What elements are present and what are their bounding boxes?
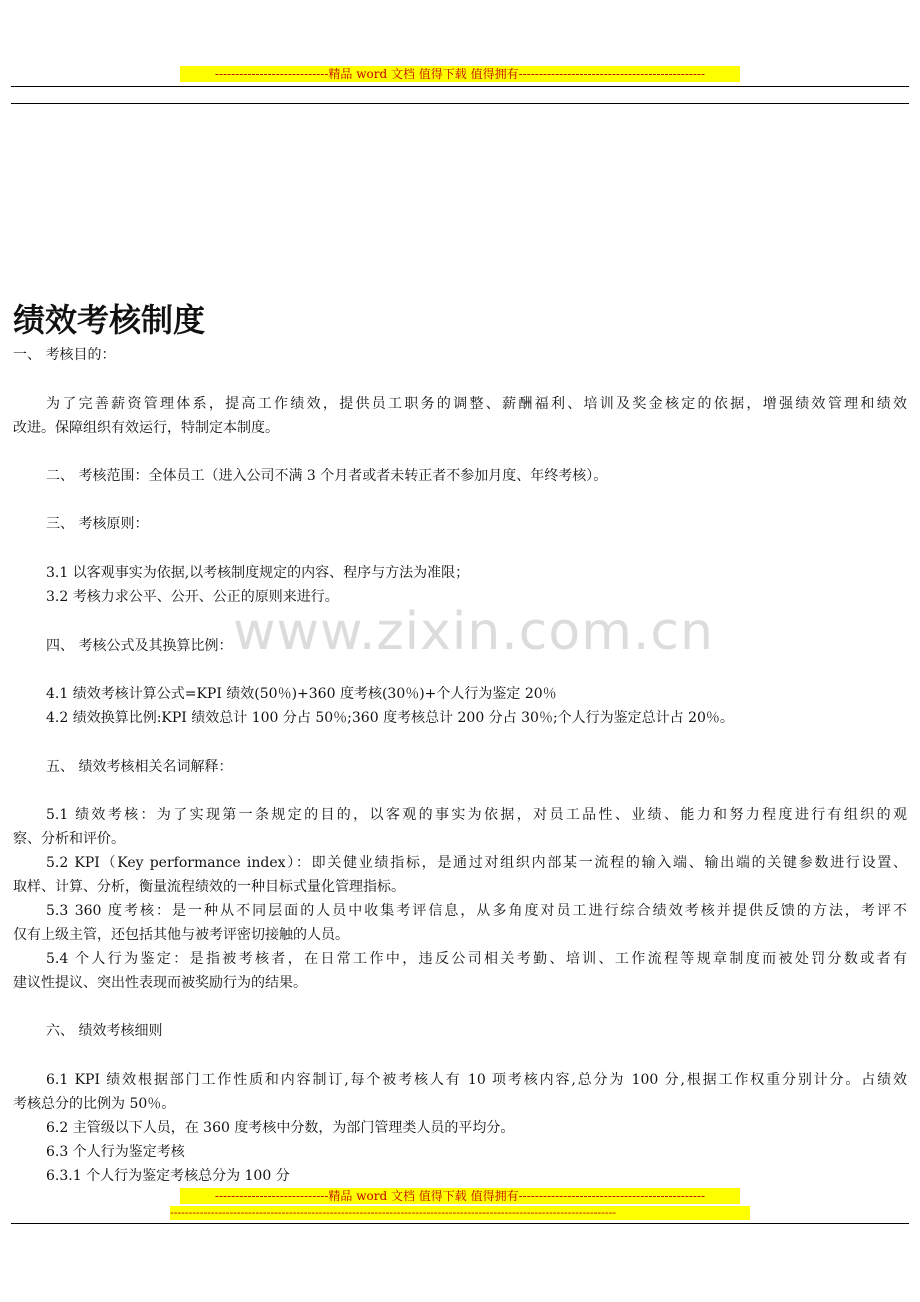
item-5-4-line-1: 5.4 个人行为鉴定：是指被考核者，在日常工作中，违反公司相关考勤、培训、工作流程等规章制度而被处罚分数或者有 xyxy=(46,951,907,967)
section-4-heading: 四、 考核公式及其换算比例： xyxy=(46,638,233,654)
item-5-1-line-2: 察、分析和评价。 xyxy=(13,831,125,847)
item-3-1: 3.1 以客观事实为依据,以考核制度规定的内容、程序与方法为准限； xyxy=(46,565,470,581)
section-6-heading: 六、 绩效考核细则 xyxy=(46,1023,163,1039)
section-1-heading: 一、 考核目的： xyxy=(13,347,116,363)
item-6-3-1: 6.3.1 个人行为鉴定考核总分为 100 分 xyxy=(46,1168,290,1184)
document-title: 绩效考核制度 xyxy=(13,301,206,339)
footer-banner: ----------------------------精品 word 文档 值得下载 值得拥有---------------------------------------------- xyxy=(180,1188,740,1204)
section-1-paragraph-line-1: 为了完善薪资管理体系，提高工作绩效，提供员工职务的调整、薪酬福利、培训及奖金核定的依据，增强绩效管理和绩效 xyxy=(46,396,907,412)
item-5-3-line-1: 5.3 360 度考核：是一种从不同层面的人员中收集考评信息，从多角度对员工进行综合绩效考核并提供反馈的方法，考评不 xyxy=(46,903,907,919)
item-5-1-line-1: 5.1 绩效考核：为了实现第一条规定的目的，以客观的事实为依据，对员工品性、业绩、能力和努力程度进行有组织的观 xyxy=(46,807,907,823)
section-1-paragraph-line-2: 改进。保障组织有效运行，特制定本制度。 xyxy=(13,420,279,436)
item-6-1-line-2: 考核总分的比例为 50％。 xyxy=(13,1096,176,1112)
item-4-2: 4.2 绩效换算比例:KPI 绩效总计 100 分占 50％;360 度考核总计 200 分占 30％;个人行为鉴定总计占 20％。 xyxy=(46,710,734,726)
item-5-2-line-2: 取样、计算、分析，衡量流程绩效的一种目标式量化管理指标。 xyxy=(13,879,405,895)
item-5-4-line-2: 建议性提议、突出性表现而被奖励行为的结果。 xyxy=(13,975,307,991)
item-6-3: 6.3 个人行为鉴定考核 xyxy=(46,1144,185,1160)
item-4-1: 4.1 绩效考核计算公式=KPI 绩效(50％)+360 度考核(30％)+个人行为鉴定 20％ xyxy=(46,686,557,702)
footer-rule xyxy=(11,1223,909,1224)
section-2-heading: 二、 考核范围：全体员工（进入公司不满 3 个月者或者未转正者不参加月度、年终考核）。 xyxy=(46,468,608,484)
header-rule-bottom xyxy=(11,103,909,104)
header-rule-top xyxy=(11,86,909,87)
item-3-2: 3.2 考核力求公平、公开、公正的原则来进行。 xyxy=(46,589,339,605)
section-5-heading: 五、 绩效考核相关名词解释： xyxy=(46,759,233,775)
header-banner: ----------------------------精品 word 文档 值得下载 值得拥有---------------------------------------------- xyxy=(180,66,740,82)
footer-banner-dashes: ------------------------------------------------------------------------------------------------------------------------ xyxy=(170,1206,750,1220)
item-5-2-line-1: 5.2 KPI（Key performance index）：即关健业绩指标，是通过对组织内部某一流程的输入端、输出端的关键参数进行设置、 xyxy=(46,855,907,871)
section-3-heading: 三、 考核原则： xyxy=(46,516,149,532)
item-6-2: 6.2 主管级以下人员，在 360 度考核中分数，为部门管理类人员的平均分。 xyxy=(46,1120,515,1136)
watermark: www.zixin.com.cn xyxy=(233,602,714,662)
item-5-3-line-2: 仅有上级主管，还包括其他与被考评密切接触的人员。 xyxy=(13,927,349,943)
item-6-1-line-1: 6.1 KPI 绩效根据部门工作性质和内容制订,每个被考核人有 10 项考核内容,总分为 100 分,根据工作权重分别计分。占绩效 xyxy=(46,1072,907,1088)
